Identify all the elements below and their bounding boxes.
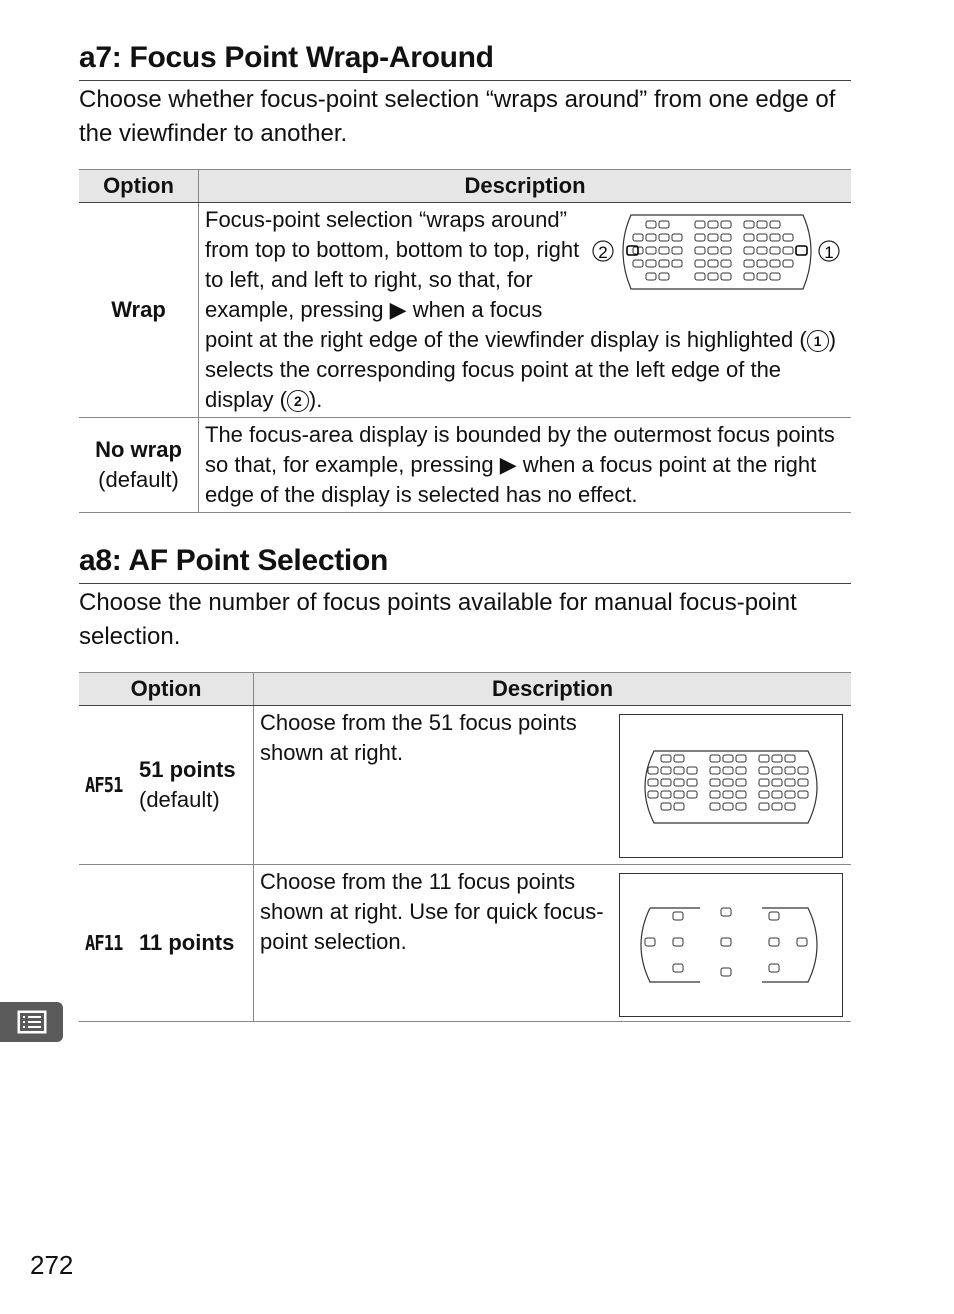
focus-point: [695, 221, 705, 228]
focus-point: [785, 803, 795, 810]
highlighted-focus-point-right: [796, 246, 807, 255]
focus-point: [770, 234, 780, 241]
focus-point: [646, 247, 656, 254]
header-description: Description: [199, 170, 852, 203]
focus-point: [648, 779, 658, 786]
focus-point: [772, 791, 782, 798]
focus-point: [783, 260, 793, 267]
focus-point: [757, 221, 767, 228]
options-table-a8: [79, 672, 851, 1022]
focus-point: [772, 803, 782, 810]
marker-2-icon: 2: [287, 390, 309, 412]
focus-point: [721, 247, 731, 254]
focus-point: [759, 791, 769, 798]
focus-point: [723, 755, 733, 762]
wrap-around-diagram: [591, 209, 843, 295]
focus-point: [736, 803, 746, 810]
focus-point: [769, 938, 779, 946]
focus-point: [687, 779, 697, 786]
callout-2-label: 2: [598, 243, 608, 262]
focus-point: [772, 779, 782, 786]
focus-point: [673, 912, 683, 920]
focus-point: [798, 791, 808, 798]
option-cell: [79, 865, 254, 1022]
focus-point: [798, 779, 808, 786]
focus-point: [659, 273, 669, 280]
option-cell: [79, 203, 199, 418]
focus-point: [785, 755, 795, 762]
focus-point: [757, 273, 767, 280]
section-title-a7: a7: Focus Point Wrap-Around: [79, 40, 851, 81]
focus-point: [674, 767, 684, 774]
nowrap-desc-part2: when a focus point at the right edge of the display is selected has no effect.: [205, 452, 817, 507]
focus-point: [785, 791, 795, 798]
focus-point: [708, 247, 718, 254]
focus-point: [633, 260, 643, 267]
focus-point: [723, 779, 733, 786]
focus-point: [721, 968, 731, 976]
focus-point-grid: [627, 221, 807, 280]
focus-point: [659, 260, 669, 267]
focus-point: [797, 938, 807, 946]
51-points-diagram: [619, 714, 843, 858]
focus-point: [659, 234, 669, 241]
focus-point: [687, 791, 697, 798]
focus-point: [744, 234, 754, 241]
page-number: 272: [30, 1250, 74, 1280]
focus-point: [759, 767, 769, 774]
focus-point: [710, 791, 720, 798]
options-table-a7: [79, 169, 851, 513]
description-text: Choose from the 11 focus points shown at right. Use for quick focus-point selection.: [260, 869, 604, 954]
description-cell: [199, 418, 852, 513]
menu-list-icon: [17, 1010, 47, 1034]
af51-icon: AF51: [85, 773, 123, 797]
focus-point: [744, 260, 754, 267]
focus-point: [770, 260, 780, 267]
focus-point: [721, 938, 731, 946]
focus-point: [672, 260, 682, 267]
focus-point: [674, 803, 684, 810]
focus-point: [661, 779, 671, 786]
focus-point: [648, 767, 658, 774]
focus-point: [695, 247, 705, 254]
focus-point: [708, 221, 718, 228]
focus-point: [759, 779, 769, 786]
option-cell: [79, 418, 199, 513]
wrap-desc-part4: ).: [308, 387, 323, 412]
table-row-51-points: [79, 706, 851, 865]
table-row-wrap: [79, 203, 851, 418]
focus-point: [757, 260, 767, 267]
focus-point: [798, 767, 808, 774]
option-label: No wrap: [95, 437, 182, 462]
focus-point: [673, 938, 683, 946]
option-cell: [79, 706, 254, 865]
wrap-desc-part3: ) selects the corresponding focus point at the left edge of the display (: [205, 327, 837, 412]
focus-point: [736, 767, 746, 774]
page-content: [79, 40, 851, 1022]
focus-point: [783, 247, 793, 254]
focus-point: [769, 964, 779, 972]
section-intro-a8: Choose the number of focus points available for manual focus-point selection.: [79, 589, 797, 650]
focus-point: [710, 755, 720, 762]
header-description: Description: [254, 673, 852, 706]
focus-point: [769, 912, 779, 920]
focus-point: [633, 234, 643, 241]
option-label: Wrap: [111, 297, 166, 322]
focus-point: [674, 779, 684, 786]
option-label: 51 points: [139, 757, 236, 782]
wrap-desc-part1: Focus-point selection “wraps around” from top to bottom, bottom to top, right to left, and left to right, so that, for example, pressing: [205, 207, 580, 322]
focus-point: [661, 767, 671, 774]
focus-point: [721, 273, 731, 280]
focus-point: [723, 791, 733, 798]
marker-1-icon: 1: [807, 330, 829, 352]
focus-point: [673, 964, 683, 972]
right-arrow-icon: ▶: [499, 452, 517, 477]
focus-point: [646, 234, 656, 241]
focus-point: [674, 791, 684, 798]
focus-point: [672, 234, 682, 241]
focus-point: [695, 234, 705, 241]
focus-point: [783, 234, 793, 241]
table-row-no-wrap: [79, 418, 851, 513]
focus-point: [646, 221, 656, 228]
focus-point: [661, 755, 671, 762]
focus-point: [721, 234, 731, 241]
focus-point: [736, 791, 746, 798]
option-note: (default): [98, 467, 179, 492]
nowrap-desc-part1: The focus-area display is bounded by the outermost focus points so that, for example, pressing: [205, 422, 835, 477]
table-header-row: [79, 170, 851, 203]
wrap-desc-part2: when a focus point at the right edge of the viewfinder display is highlighted (: [205, 297, 807, 352]
focus-point: [770, 221, 780, 228]
focus-point-grid: [648, 755, 808, 810]
focus-point: [695, 260, 705, 267]
header-option: Option: [79, 170, 199, 203]
focus-point: [695, 273, 705, 280]
focus-point: [661, 803, 671, 810]
focus-point: [721, 221, 731, 228]
table-row-11-points: [79, 865, 851, 1022]
section-intro-a7: Choose whether focus-point selection “wraps around” from one edge of the viewfinder to another.: [79, 86, 836, 147]
description-cell: [254, 865, 852, 1022]
focus-point: [648, 791, 658, 798]
af11-icon: AF11: [85, 931, 123, 955]
header-option: Option: [79, 673, 254, 706]
focus-point: [759, 803, 769, 810]
focus-point: [723, 767, 733, 774]
right-arrow-icon: ▶: [389, 297, 407, 322]
focus-point: [674, 755, 684, 762]
focus-point: [646, 260, 656, 267]
focus-point: [736, 779, 746, 786]
focus-point: [659, 247, 669, 254]
focus-point: [661, 791, 671, 798]
focus-point: [744, 273, 754, 280]
focus-point: [736, 755, 746, 762]
focus-point: [744, 247, 754, 254]
focus-point: [744, 221, 754, 228]
focus-point: [646, 273, 656, 280]
focus-point: [772, 767, 782, 774]
option-note: (default): [139, 787, 220, 812]
focus-point: [723, 803, 733, 810]
focus-point: [708, 260, 718, 267]
focus-point: [770, 273, 780, 280]
focus-point: [672, 247, 682, 254]
focus-point: [708, 234, 718, 241]
table-header-row: [79, 673, 851, 706]
focus-point: [721, 908, 731, 916]
description-cell: [199, 203, 852, 418]
focus-point: [710, 779, 720, 786]
focus-point: [659, 221, 669, 228]
option-label: 11 points: [139, 930, 235, 955]
focus-point-grid: [645, 908, 807, 976]
description-cell: [254, 706, 852, 865]
focus-point: [770, 247, 780, 254]
focus-point: [710, 767, 720, 774]
focus-point: [708, 273, 718, 280]
focus-point: [710, 803, 720, 810]
focus-point: [772, 755, 782, 762]
focus-point: [757, 234, 767, 241]
focus-point: [759, 755, 769, 762]
focus-point: [645, 938, 655, 946]
focus-point: [721, 260, 731, 267]
11-points-diagram: [619, 873, 843, 1017]
focus-point: [785, 767, 795, 774]
description-text: Choose from the 51 focus points shown at right.: [260, 710, 577, 765]
callout-1-label: 1: [824, 243, 834, 262]
focus-point: [687, 767, 697, 774]
focus-point: [757, 247, 767, 254]
focus-point: [785, 779, 795, 786]
section-title-a8: a8: AF Point Selection: [79, 543, 851, 584]
menu-tab[interactable]: [0, 1002, 63, 1042]
